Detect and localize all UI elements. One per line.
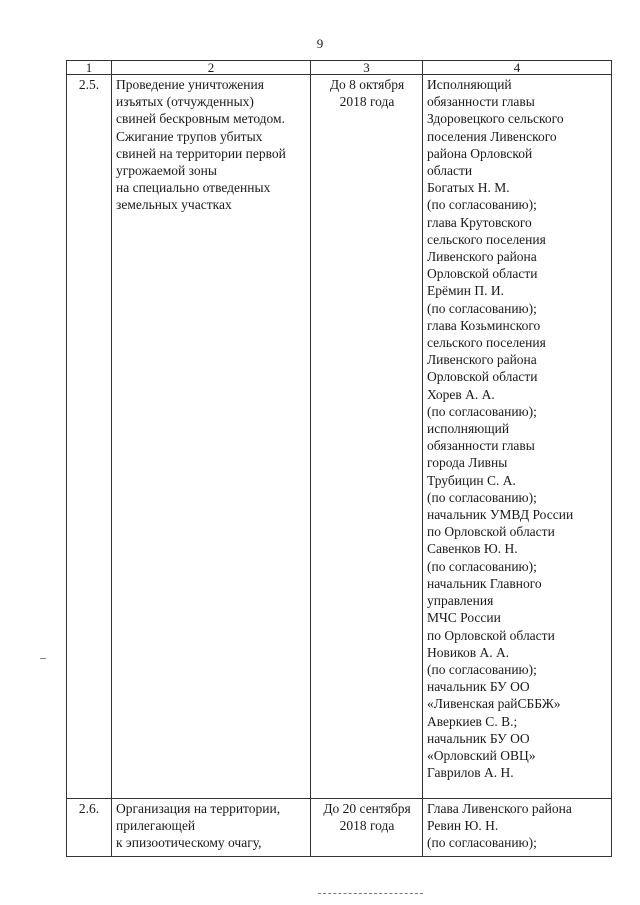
column-header-4: 4 (423, 61, 612, 75)
cell-line: Ливенского района (427, 352, 537, 368)
cell-line: «Ливенская райСББЖ» (427, 696, 561, 712)
action-cell (112, 799, 311, 857)
cell-line: Глава Ливенского района (427, 801, 572, 816)
cell-line: Новиков А. А. (427, 644, 510, 660)
cell-line: До 8 октября (329, 77, 405, 92)
cell-line: начальник БУ ОО (427, 730, 530, 746)
cell-line: Гаврилов А. Н. (427, 765, 514, 781)
cell-line: Исполняющий (427, 77, 512, 92)
cell-line: Богатых Н. М. (427, 180, 510, 196)
deadline-cell (311, 799, 423, 857)
footer-rule (318, 893, 423, 894)
cell-line: глава Козьминского (427, 317, 541, 333)
deadline-cell (311, 75, 423, 799)
responsible-cell (423, 75, 612, 799)
cell-line: изъятых (отчужденных) (116, 94, 254, 110)
cell-line: на специально отведенных (116, 180, 271, 196)
action-cell (112, 75, 311, 799)
cell-line: Хорев А. А. (427, 386, 495, 402)
cell-line: Ерёмин П. И. (427, 283, 504, 299)
cell-line: Ревин Ю. Н. (427, 818, 499, 834)
row-number: 2.5. (67, 75, 112, 799)
cell-line: свиней бескровным методом. (116, 111, 285, 127)
cell-line: начальник Главного (427, 575, 542, 591)
cell-line: (по согласованию); (427, 661, 537, 677)
cell-line: (по согласованию); (427, 835, 537, 851)
cell-line: Организация на территории, (116, 801, 281, 816)
cell-line: Орловской области (427, 266, 538, 282)
cell-line: сельского поселения (427, 335, 546, 351)
cell-line: До 20 сентября (323, 801, 411, 816)
cell-line: (по согласованию); (427, 197, 537, 213)
cell-line: 2018 года (339, 818, 395, 834)
cell-line: Сжигание трупов убитых (116, 128, 263, 144)
cell-line: (по согласованию); (427, 403, 537, 419)
cell-line: Трубицин С. А. (427, 472, 516, 488)
cell-line: управления (427, 593, 494, 609)
cell-line: земельных участках (116, 197, 232, 213)
cell-line: (по согласованию); (427, 300, 537, 316)
cell-line: области (427, 163, 473, 179)
cell-line: прилегающей (116, 818, 196, 834)
column-header-3: 3 (311, 61, 423, 75)
responsible-cell (423, 799, 612, 857)
cell-line: Аверкиев С. В.; (427, 713, 518, 729)
cell-line: начальник БУ ОО (427, 679, 530, 695)
page-number: 9 (316, 36, 324, 51)
cell-line: МЧС России (427, 610, 501, 626)
cell-line: «Орловский ОВЦ» (427, 747, 536, 763)
column-header-1: 1 (67, 61, 112, 75)
cell-line: начальник УМВД России (427, 507, 574, 523)
cell-line: Савенков Ю. Н. (427, 541, 518, 557)
cell-line: к эпизоотическому очагу, (116, 835, 262, 851)
cell-line: исполняющий (427, 421, 510, 437)
table-row (67, 799, 612, 857)
column-header-2: 2 (112, 61, 311, 75)
cell-line: поселения Ливенского (427, 128, 557, 144)
table-header-row (67, 61, 612, 75)
scan-mark (40, 658, 46, 659)
table-row (67, 75, 612, 799)
measures-table (66, 60, 612, 857)
cell-line: (по согласованию); (427, 489, 537, 505)
cell-line: угрожаемой зоны (116, 163, 217, 179)
cell-line: по Орловской области (427, 524, 555, 540)
row-number: 2.6. (67, 799, 112, 857)
cell-line: Ливенского района (427, 249, 537, 265)
cell-line: города Ливны (427, 455, 508, 471)
cell-line: сельского поселения (427, 231, 546, 247)
cell-line: глава Крутовского (427, 214, 532, 230)
cell-line: района Орловской (427, 145, 533, 161)
cell-line: обязанности главы (427, 438, 535, 454)
cell-line: Орловской области (427, 369, 538, 385)
cell-line: Здоровецкого сельского (427, 111, 564, 127)
cell-line: 2018 года (339, 94, 395, 110)
cell-line: Проведение уничтожения (116, 77, 264, 92)
cell-line: по Орловской области (427, 627, 555, 643)
cell-line: свиней на территории первой (116, 145, 286, 161)
cell-line: обязанности главы (427, 94, 535, 110)
cell-line: (по согласованию); (427, 558, 537, 574)
